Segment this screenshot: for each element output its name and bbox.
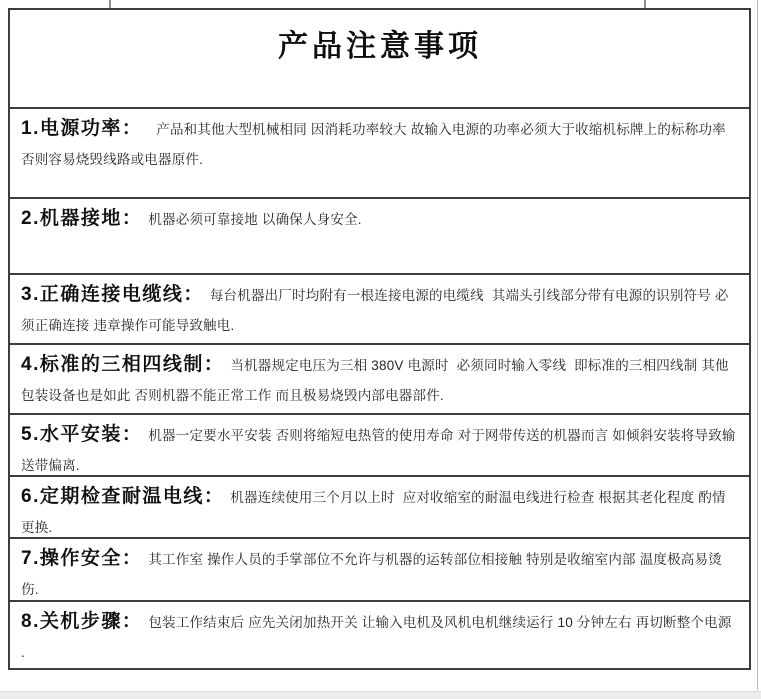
section-body: 包装工作结束后 应先关闭加热开关 让输入电机及风机电机继续运行 10 分钟左右 再切断整个电源 . xyxy=(21,615,736,660)
section-paragraph xyxy=(21,607,739,668)
notice-row-cable xyxy=(10,273,749,343)
notice-row-three-phase xyxy=(10,343,749,413)
section-paragraph xyxy=(21,204,739,235)
section-body: 产品和其他大型机械相同 因消耗功率较大 故输入电源的功率必须大于收缩机标牌上的标称功率 否则容易烧毁线路或电器原件. xyxy=(21,122,730,167)
section-paragraph xyxy=(21,482,739,537)
page-title: 产品注意事项 xyxy=(278,30,482,63)
section-heading: 7.操作安全： xyxy=(21,548,143,569)
notice-row-power xyxy=(10,107,749,197)
notice-row-operation-safety xyxy=(10,537,749,600)
notice-row-wire-check xyxy=(10,475,749,537)
section-body: 当机器规定电压为三相 380V 电源时 必须同时输入零线 即标准的三相四线制 其他包装设备也是如此 否则机器不能正常工作 而且极易烧毁内部电器部件. xyxy=(21,358,729,403)
section-heading: 5.水平安装： xyxy=(21,424,143,445)
page-edge-line xyxy=(757,0,758,690)
section-heading: 3.正确连接电缆线： xyxy=(21,284,204,305)
section-heading: 2.机器接地： xyxy=(21,208,143,229)
section-body: 机器一定要水平安装 否则将缩短电热管的使用寿命 对于网带传送的机器而言 如倾斜安装将导致输送带偏离. xyxy=(21,428,736,473)
bottom-page-strip xyxy=(0,691,761,699)
section-heading: 1.电源功率： xyxy=(21,118,143,139)
section-paragraph xyxy=(21,114,739,175)
section-paragraph xyxy=(21,350,739,411)
section-heading: 6.定期检查耐温电线： xyxy=(21,486,225,507)
section-paragraph xyxy=(21,420,739,475)
notice-row-shutdown xyxy=(10,600,749,668)
notice-row-level-install xyxy=(10,413,749,475)
notice-table xyxy=(8,8,751,670)
notice-row-grounding xyxy=(10,197,749,273)
section-heading: 8.关机步骤： xyxy=(21,611,143,632)
title-row xyxy=(10,10,749,107)
section-body: 机器连续使用三个月以上时 应对收缩室的耐温电线进行检查 根据其老化程度 酌情更换. xyxy=(21,490,726,535)
section-body: 机器必须可靠接地 以确保人身安全. xyxy=(148,212,362,227)
section-paragraph xyxy=(21,544,739,600)
section-body: 其工作室 操作人员的手掌部位不允许与机器的运转部位相接触 特别是收缩室内部 温度极高易烫伤. xyxy=(21,552,722,597)
section-heading: 4.标准的三相四线制： xyxy=(21,354,225,375)
section-paragraph xyxy=(21,280,739,341)
section-body: 每台机器出厂时均附有一根连接电源的电缆线 其端头引线部分带有电源的识别符号 必须正确连接 违章操作可能导致触电. xyxy=(21,288,729,333)
